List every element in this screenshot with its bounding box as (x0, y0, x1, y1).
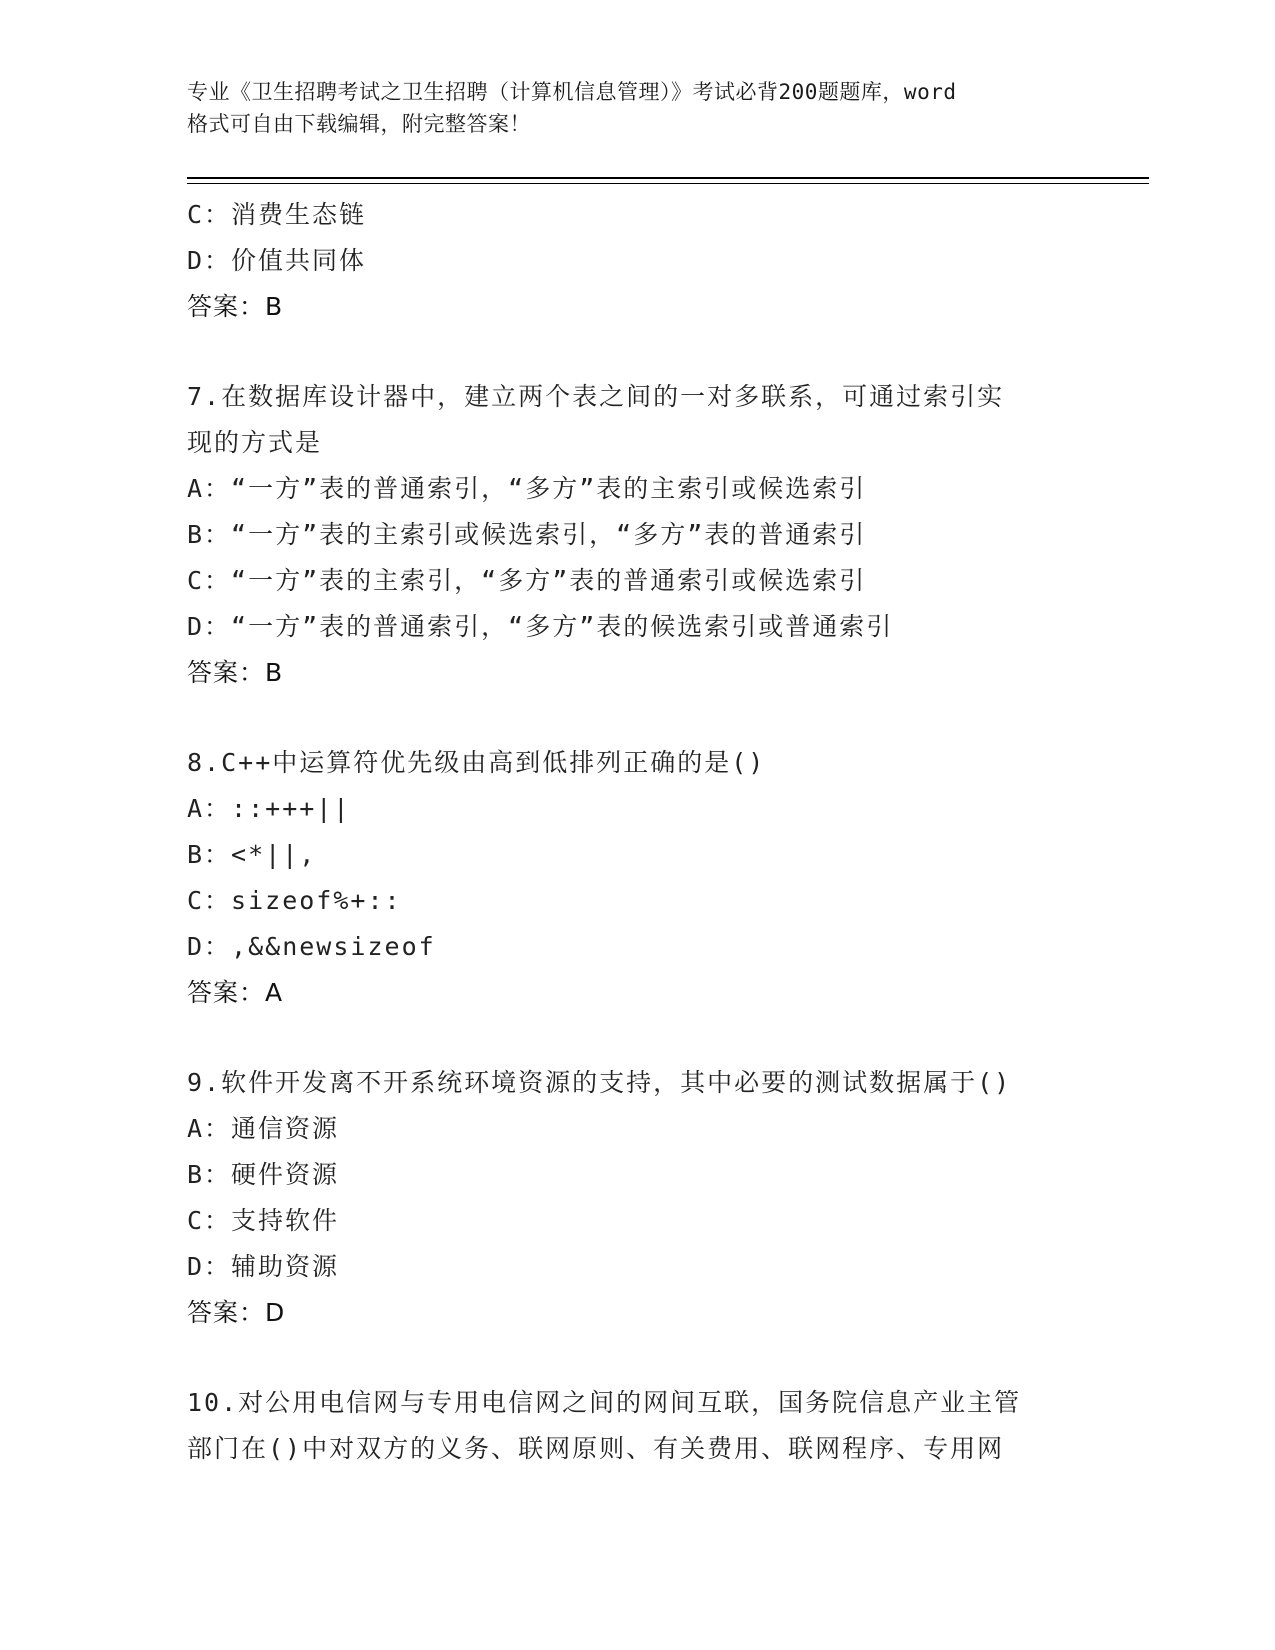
question-stem: 10.对公用电信网与专用电信网之间的网间互联，国务院信息产业主管 (187, 1388, 1022, 1417)
option-b: B：“一方”表的主索引或候选索引，“多方”表的普通索引 (187, 520, 867, 549)
option-d: D：辅助资源 (187, 1252, 340, 1281)
question-list (187, 192, 1147, 1472)
header-line-1: 专业《卫生招聘考试之卫生招聘（计算机信息管理）》考试必背200题题库，word (187, 80, 957, 104)
question-10 (187, 1380, 1147, 1472)
option-a: A：::+++|| (187, 794, 351, 823)
header-rule-thin (187, 183, 1149, 184)
option-b: B：<*||, (187, 840, 317, 869)
answer-text: 答案：D (187, 1298, 286, 1327)
option-c: C：消费生态链 (187, 200, 367, 229)
option-a: A：“一方”表的普通索引，“多方”表的主索引或候选索引 (187, 474, 867, 503)
spacer (187, 1016, 1147, 1060)
option-b: B：硬件资源 (187, 1160, 340, 1189)
answer-text: 答案：B (187, 292, 284, 321)
question-9 (187, 1060, 1147, 1336)
question-stem-continued: 现的方式是 (187, 428, 323, 457)
spacer (187, 1336, 1147, 1380)
header-line-2: 格式可自由下载编辑，附完整答案！ (187, 112, 531, 136)
question-stem: 9.软件开发离不开系统环境资源的支持，其中必要的测试数据属于() (187, 1068, 1012, 1097)
option-d: D：价值共同体 (187, 246, 367, 275)
answer-text: 答案：A (187, 978, 284, 1007)
header-rule-thick (187, 177, 1149, 179)
spacer (187, 330, 1147, 374)
question-6-fragment (187, 192, 1147, 330)
option-c: C：支持软件 (187, 1206, 340, 1235)
spacer (187, 696, 1147, 740)
page-header (187, 76, 1087, 140)
question-7 (187, 374, 1147, 696)
option-c: C：“一方”表的主索引，“多方”表的普通索引或候选索引 (187, 566, 867, 595)
option-d: D：,&&newsizeof (187, 932, 436, 961)
question-8 (187, 740, 1147, 1016)
option-c: C：sizeof%+:: (187, 886, 402, 915)
option-d: D：“一方”表的普通索引，“多方”表的候选索引或普通索引 (187, 612, 894, 641)
answer-text: 答案：B (187, 658, 284, 687)
question-stem-continued: 部门在()中对双方的义务、联网原则、有关费用、联网程序、专用网 (187, 1434, 1005, 1463)
question-stem: 8.C++中运算符优先级由高到低排列正确的是() (187, 748, 766, 777)
option-a: A：通信资源 (187, 1114, 340, 1143)
question-stem: 7.在数据库设计器中，建立两个表之间的一对多联系，可通过索引实 (187, 382, 1005, 411)
